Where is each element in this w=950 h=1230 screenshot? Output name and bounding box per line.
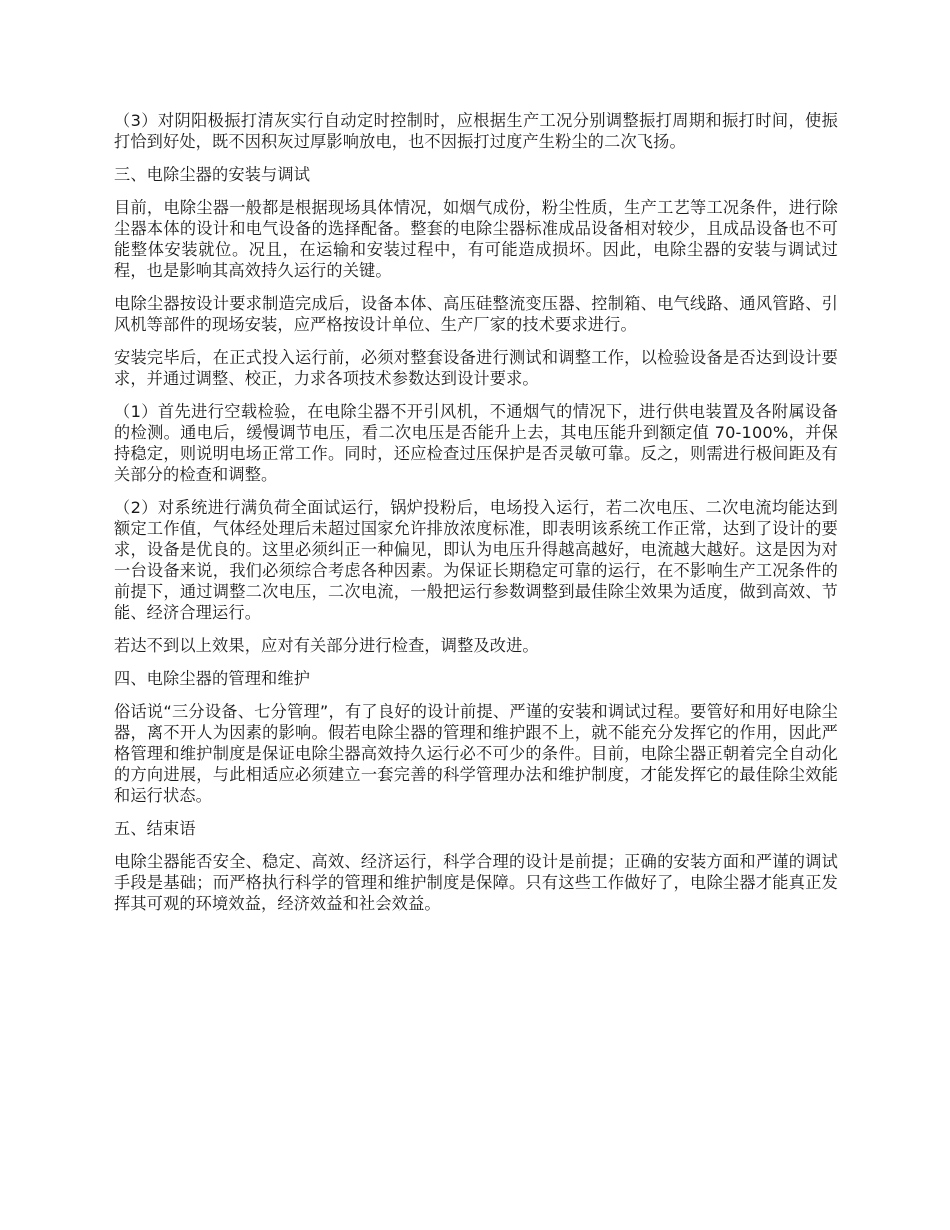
paragraph-no-load-test: （1）首先进行空载检验，在电除尘器不开引风机，不通烟气的情况下，进行供电装置及各附属设备的检测。通电后，缓慢调节电压，看二次电压是否能升上去，其电压能升到额定值 70-100%，并保持稳定，则说明电场正常工作。同时，还应检查过压保护是否灵敏可靠。反之，则需进行极间距及有关部分的检查和调整。 bbox=[114, 402, 838, 484]
paragraph-conclusion: 电除尘器能否安全、稳定、高效、经济运行，科学合理的设计是前提；正确的安装方面和严谨的调试手段是基础；而严格执行科学的管理和维护制度是保障。只有这些工作做好了，电除尘器才能真正发挥其可观的环境效益，经济效益和社会效益。 bbox=[114, 852, 838, 913]
paragraph-full-load-test: （2）对系统进行满负荷全面试运行，锅炉投粉后，电场投入运行，若二次电压、二次电流均能达到额定工作值，气体经处理后未超过国家允许排放浓度标准，即表明该系统工作正常，达到了设计的要求，设备是优良的。这里必须纠正一种偏见，即认为电压升得越高越好，电流越大越好。这是因为对一台设备来说，我们必须综合考虑各种因素。为保证长期稳定可靠的运行，在不影响生产工况条件的前提下，通过调整二次电压，二次电流，一般把运行参数调整到最佳除尘效果为适度，做到高效、节能、经济合理运行。 bbox=[114, 498, 838, 622]
paragraph-installation-intro: 目前，电除尘器一般都是根据现场具体情况，如烟气成份，粉尘性质，生产工艺等工况条件，进行除尘器本体的设计和电气设备的选择配备。整套的电除尘器标准成品设备相对较少，且成品设备也不可能整体安装就位。况且，在运输和安装过程中，有可能造成损坏。因此，电除尘器的安装与调试过程，也是影响其高效持久运行的关键。 bbox=[114, 198, 838, 280]
paragraph-management: 俗话说“三分设备、七分管理”，有了良好的设计前提、严谨的安装和调试过程。要管好和用好电除尘器，离不开人为因素的影响。假若电除尘器的管理和维护跟不上，就不能充分发挥它的作用，因此严格管理和维护制度是保证电除尘器高效持久运行必不可少的条件。目前，电除尘器正朝着完全自动化的方向进展，与此相适应必须建立一套完善的科学管理办法和维护制度，才能发挥它的最佳除尘效能和运行状态。 bbox=[114, 702, 838, 805]
section-heading-installation: 三、电除尘器的安装与调试 bbox=[114, 165, 311, 184]
section-heading-management: 四、电除尘器的管理和维护 bbox=[114, 669, 311, 688]
document-body bbox=[114, 110, 838, 926]
section-heading-conclusion: 五、结束语 bbox=[114, 819, 196, 838]
paragraph-installation-requirements: 电除尘器按设计要求制造完成后，设备本体、高压硅整流变压器、控制箱、电气线路、通风管路、引风机等部件的现场安装，应严格按设计单位、生产厂家的技术要求进行。 bbox=[114, 294, 838, 334]
paragraph-inspection-note: 若达不到以上效果，应对有关部分进行检查，调整及改进。 bbox=[114, 636, 539, 655]
paragraph-vibration-control: （3）对阴阳极振打清灰实行自动定时控制时，应根据生产工况分别调整振打周期和振打时间，使振打恰到好处，既不因积灰过厚影响放电，也不因振打过度产生粉尘的二次飞扬。 bbox=[114, 111, 838, 151]
paragraph-testing-adjustment: 安装完毕后，在正式投入运行前，必须对整套设备进行测试和调整工作，以检验设备是否达到设计要求，并通过调整、校正，力求各项技术参数达到设计要求。 bbox=[114, 348, 838, 388]
